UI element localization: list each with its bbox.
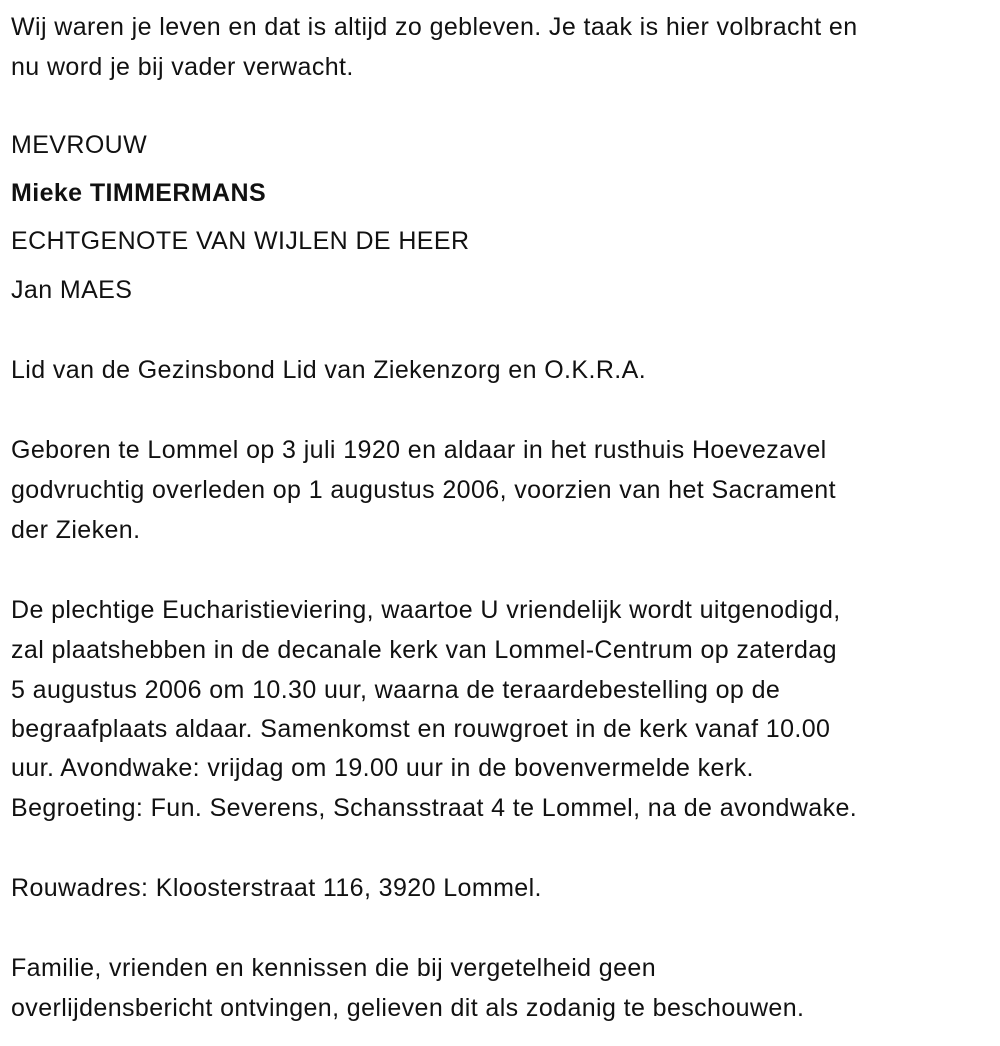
relation: ECHTGENOTE VAN WIJLEN DE HEER [11,227,470,255]
membership: Lid van de Gezinsbond Lid van Ziekenzorg en O.K.R.A. [11,356,647,384]
birth-death-line: der Zieken. [11,516,141,544]
closing-line: Familie, vrienden en kennissen die bij vergetelheid geen [11,954,657,982]
ceremony-line: Begroeting: Fun. Severens, Schansstraat 4 te Lommel, na de avondwake. [11,794,858,822]
closing-line: overlijdensbericht ontvingen, gelieven dit als zodanig te beschouwen. [11,994,805,1022]
deceased-name: Mieke TIMMERMANS [11,179,267,207]
birth-death-line: Geboren te Lommel op 3 juli 1920 en aldaar in het rusthuis Hoevezavel [11,436,827,464]
intro-line: nu word je bij vader verwacht. [11,53,354,81]
ceremony-line: zal plaatshebben in de decanale kerk van Lommel-Centrum op zaterdag [11,636,837,664]
spouse-name: Jan MAES [11,276,133,304]
ceremony-line: De plechtige Eucharistieviering, waartoe U vriendelijk wordt uitgenodigd, [11,596,841,624]
ceremony-line: begraafplaats aldaar. Samenkomst en rouwgroet in de kerk vanaf 10.00 [11,715,831,743]
birth-death-line: godvruchtig overleden op 1 augustus 2006, voorzien van het Sacrament [11,476,836,504]
ceremony-line: uur. Avondwake: vrijdag om 19.00 uur in de bovenvermelde kerk. [11,754,754,782]
mourning-address: Rouwadres: Kloosterstraat 116, 3920 Lommel. [11,874,542,902]
ceremony-line: 5 augustus 2006 om 10.30 uur, waarna de teraardebestelling op de [11,676,781,704]
title: MEVROUW [11,131,148,159]
intro-line: Wij waren je leven en dat is altijd zo gebleven. Je taak is hier volbracht en [11,13,858,41]
